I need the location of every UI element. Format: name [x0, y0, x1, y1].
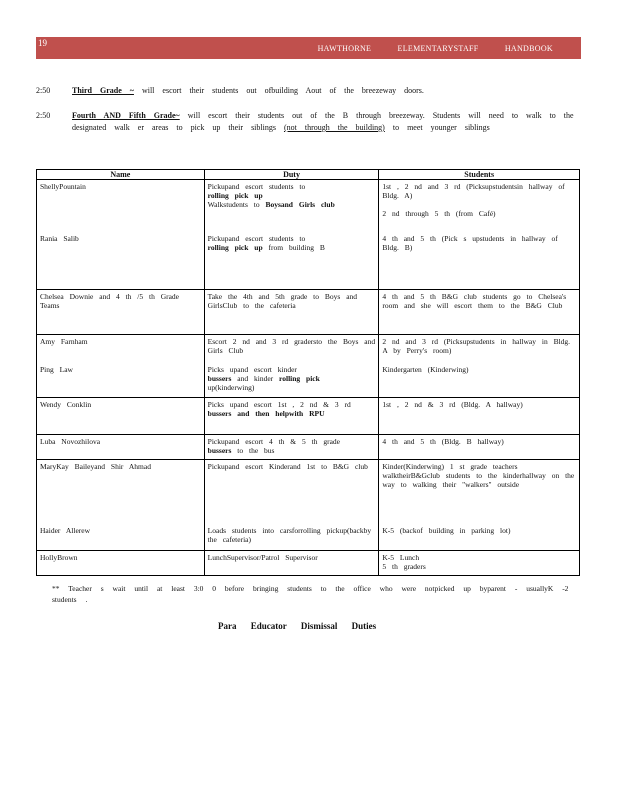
name-cell: Wendy Conklin	[37, 398, 205, 435]
dismissal-text: will escort their students out of the B through breezeway. Students will need to walk to the designated walk er areas to pick up their siblings	[72, 111, 574, 132]
students-cell: 2 nd and 3 rd (Picksupstudents in hallway in Bldg. A by Perry's room)	[379, 335, 580, 364]
fourth-fifth-grade-dismissal	[36, 110, 582, 132]
section-title: Para Educator Dismissal Duties	[218, 621, 377, 631]
duty-text: and kinder	[237, 374, 274, 383]
students-cell	[379, 551, 580, 576]
students-cell: 4 th and 5 th B&G club students go to Chelsea's room and she will escort them to the B&G Club	[379, 290, 580, 335]
table-row	[37, 290, 580, 335]
name-cell: Luba Novozhilova	[37, 435, 205, 460]
name-cell: MaryKay Baileyand Shir Ahmad	[37, 460, 205, 525]
students-text: K-5 Lunch	[382, 553, 420, 562]
students-cell	[379, 180, 580, 233]
duty-text: Pickupand escort 4 th & 5 th grade	[207, 437, 341, 446]
header-bar	[36, 37, 581, 59]
students-cell: 1st , 2 nd & 3 rd (Bldg. A hallway)	[379, 398, 580, 435]
duty-cell	[204, 180, 379, 233]
duty-cell: Loads students into carsforrolling pickup(backby the cafeteria)	[204, 524, 379, 551]
table-row	[37, 335, 580, 364]
duty-bold: rolling pick up	[207, 243, 263, 252]
duty-bold: rolling pick up	[207, 191, 263, 200]
students-text: 2 nd through 5 th (from Café)	[382, 209, 496, 218]
duty-text: from building B	[268, 243, 325, 252]
handbook-title: HAWTHORNE ELEMENTARYSTAFF HANDBOOK	[317, 44, 553, 53]
duty-bold: bussers	[207, 446, 232, 455]
column-header: Duty	[204, 170, 379, 180]
table-row	[37, 398, 580, 435]
duty-cell	[204, 363, 379, 398]
duty-bold: Boysand Girls club	[265, 200, 335, 209]
duty-text: up(kinderwing)	[207, 383, 255, 392]
duty-cell	[204, 398, 379, 435]
dismissal-time: 2:50	[36, 86, 51, 95]
duty-bold: bussers and then helpwith RPU	[207, 409, 325, 418]
name-cell: ShellyPountain	[37, 180, 205, 233]
table-row	[37, 460, 580, 525]
name-cell: Rania Salib	[37, 232, 205, 290]
duty-bold: bussers	[207, 374, 232, 383]
duty-cell: Take the 4th and 5th grade to Boys and GirlsClub to the cafeteria	[204, 290, 379, 335]
page-number: 19	[38, 38, 47, 48]
duty-text: to the bus	[237, 446, 275, 455]
duty-text: Picks upand escort 1st , 2 nd & 3 rd	[207, 400, 351, 409]
third-grade-dismissal	[36, 85, 582, 97]
duty-table	[36, 169, 580, 576]
table-row	[37, 524, 580, 551]
students-text: 1st , 2 nd and 3 rd (Picksupstudentsin hallway of Bldg. A)	[382, 182, 565, 200]
table-header-row	[37, 170, 580, 180]
duty-cell	[204, 232, 379, 290]
dismissal-time: 2:50	[36, 111, 51, 120]
duty-cell: Escort 2 nd and 3 rd gradersto the Boys and Girls Club	[204, 335, 379, 364]
grade-label: Third Grade ~	[72, 86, 134, 95]
column-header: Name	[37, 170, 205, 180]
dismissal-text-end: to meet younger siblings	[392, 123, 490, 132]
duty-text: Pickupand escort students to	[207, 182, 306, 191]
students-cell: Kindergarten (Kinderwing)	[379, 363, 580, 398]
teacher-note: ** Teacher s wait until at least 3:0 0 before bringing students to the office who were notpicked up byparent - usuallyK -2 students .	[52, 584, 569, 604]
duty-text: Picks upand escort kinder	[207, 365, 297, 374]
dismissal-text-underlined: (not through the building)	[283, 123, 385, 132]
students-cell: 4 th and 5 th (Bldg. B hallway)	[379, 435, 580, 460]
students-text: 5 th graders	[382, 562, 426, 571]
table-row	[37, 232, 580, 290]
students-cell: K-5 (backof building in parking lot)	[379, 524, 580, 551]
duty-text: Pickupand escort students to	[207, 234, 306, 243]
grade-label: Fourth AND Fifth Grade~	[72, 111, 180, 120]
dismissal-text: will escort their students out ofbuilding Aout of the breezeway doors.	[141, 86, 424, 95]
table-row	[37, 435, 580, 460]
name-cell: Amy Farnham	[37, 335, 205, 364]
duty-cell: Pickupand escort Kinderand 1st to B&G club	[204, 460, 379, 525]
duty-bold: rolling pick	[279, 374, 320, 383]
name-cell: Chelsea Downie and 4 th /5 th Grade Teams	[37, 290, 205, 335]
table-row	[37, 363, 580, 398]
duty-cell	[204, 435, 379, 460]
table-row	[37, 180, 580, 233]
column-header: Students	[379, 170, 580, 180]
students-cell: Kinder(Kinderwing) 1 st grade teachers walktheirB&Gclub students to the kinderhallway on the way to walking their "walkers" outside	[379, 460, 580, 525]
students-cell: 4 th and 5 th (Pick s upstudents in hallway of Bldg. B)	[379, 232, 580, 290]
name-cell: Haider Allerew	[37, 524, 205, 551]
duty-cell: LunchSupervisor/Patrol Supervisor	[204, 551, 379, 576]
duty-text: Walkstudents to	[207, 200, 260, 209]
name-cell: HollyBrown	[37, 551, 205, 576]
table-row	[37, 551, 580, 576]
name-cell: Ping Law	[37, 363, 205, 398]
